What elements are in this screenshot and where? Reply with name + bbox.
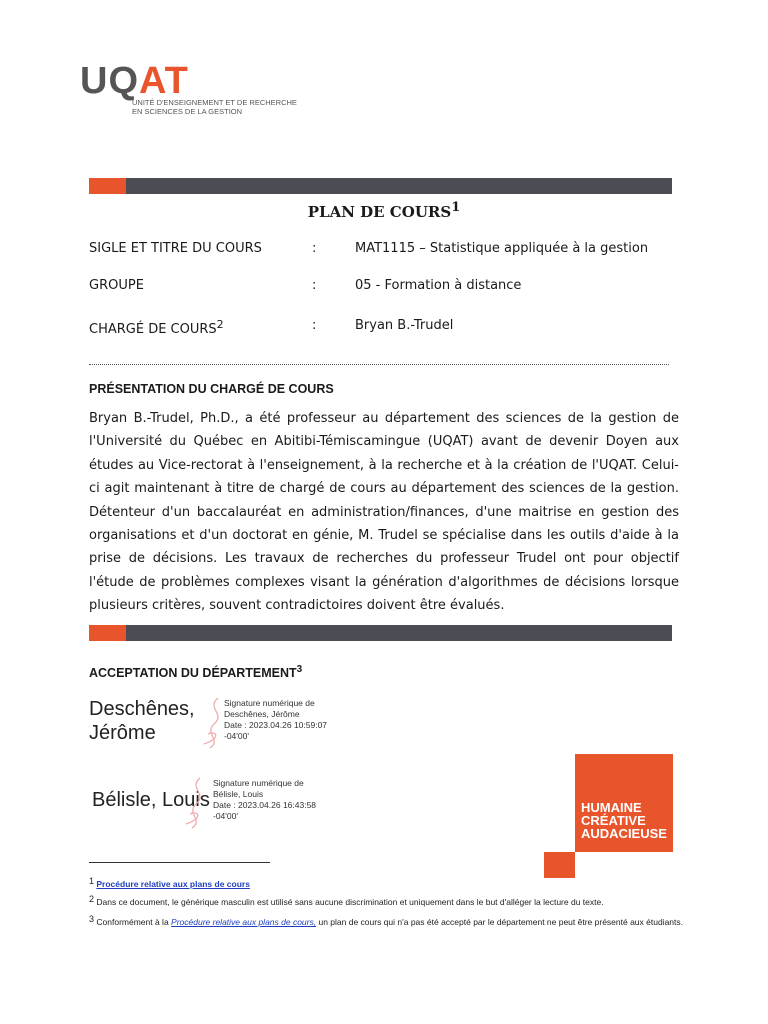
field-value-group: 05 - Formation à distance	[355, 278, 522, 293]
dotted-separator	[89, 364, 669, 365]
footnote-ref-3: 3	[296, 664, 303, 675]
field-value-course: MAT1115 – Statistique appliquée à la gestion	[355, 241, 649, 256]
page-title	[0, 200, 768, 221]
field-label-instructor: CHARGÉ DE COURS$^2$	[89, 318, 224, 337]
section-divider-bar	[89, 625, 672, 641]
presentation-body: Bryan B.-Trudel, Ph.D., a été professeur au département des sciences de la gestion de l'Université du Québec en Abitibi-Témiscamingue (UQAT) avant de devenir Doyen aux études au Vice-rectorat à l'enseignement, à la recherche et à la création de l'UQAT. Celui-ci agit maintenant à titre de chargé de cours au département des sciences de la gestion. Détenteur d'un baccalauréat en administration/finances, d'une maitrise en gestion des organisations et d'un doctorat en génie, M. Trudel se spécialise dans les outils d'aide à la prise de décisions. Les travaux de recherches du professeur Trudel ont pour objectif l'étude de problèmes complexes visant la génération d'algorithmes de décisions lorsque plusieurs critères, souvent contradictoires doivent être évalués.	[89, 411, 679, 614]
field-sep-group: :	[312, 278, 317, 293]
footnote-3-link[interactable]: Procédure relative aux plans de cours,	[171, 917, 317, 927]
footnote-3: $^3$ Conformément à la Procédure relative aux plans de cours, un plan de cours qui n'a pas été accepté par le département ne peut être présenté aux étudiants.	[89, 914, 684, 927]
bar-gray-segment	[126, 178, 672, 194]
footnote-ref-1: 1	[451, 200, 461, 215]
field-sep-course: :	[312, 241, 317, 256]
footnote-1: $^1$ Procédure relative aux plans de cours	[89, 876, 250, 889]
logo-subtitle	[132, 98, 297, 116]
header-divider-bar	[89, 178, 672, 194]
footnote-ref-2: 2	[216, 318, 224, 331]
signature-name-deschenes: Deschênes, Jérôme	[89, 698, 195, 744]
logo-subtitle-line1: UNITÉ D'ENSEIGNEMENT ET DE RECHERCHE	[132, 98, 297, 107]
field-sep-instructor: :	[312, 318, 317, 333]
signature-details-belisle: Signature numérique de Bélisle, Louis Date : 2023.04.26 16:43:58 -04'00'	[213, 778, 317, 821]
footnote-2: $^2$ Dans ce document, le générique masculin est utilisé sans aucune discrimination et uniquement dans le but d'alléger la lecture du texte.	[89, 894, 604, 907]
logo-word-main: UQ	[80, 60, 139, 102]
logo-subtitle-line2: EN SCIENCES DE LA GESTION	[132, 107, 243, 116]
footnote-1-link[interactable]: Procédure relative aux plans de cours	[96, 879, 250, 889]
signature-details-deschenes: Signature numérique de Deschênes, Jérôme Date : 2023.04.26 10:59:07 -04'00'	[224, 698, 328, 741]
bar-accent-segment	[89, 178, 126, 194]
bar-accent-segment	[89, 625, 126, 641]
brand-tagline: HUMAINE CRÉATIVE AUDACIEUSE	[581, 800, 667, 841]
field-value-instructor: Bryan B.-Trudel	[355, 318, 454, 333]
signature-scribble-icon	[178, 774, 218, 830]
bar-gray-segment	[126, 625, 672, 641]
logo-word-accent: AT	[139, 60, 189, 102]
field-label-group: GROUPE	[89, 278, 144, 293]
uqat-logo	[80, 62, 189, 100]
field-label-course: SIGLE ET TITRE DU COURS	[89, 241, 262, 256]
brand-block-corner	[544, 852, 575, 878]
acceptance-heading: ACCEPTATION DU DÉPARTEMENT$^3$	[89, 664, 303, 680]
footnote-rule	[89, 862, 270, 863]
presentation-heading: PRÉSENTATION DU CHARGÉ DE COURS	[89, 382, 334, 396]
signature-name-belisle: Bélisle, Louis	[92, 789, 210, 811]
page-title-text: PLAN DE COURS	[307, 203, 452, 221]
